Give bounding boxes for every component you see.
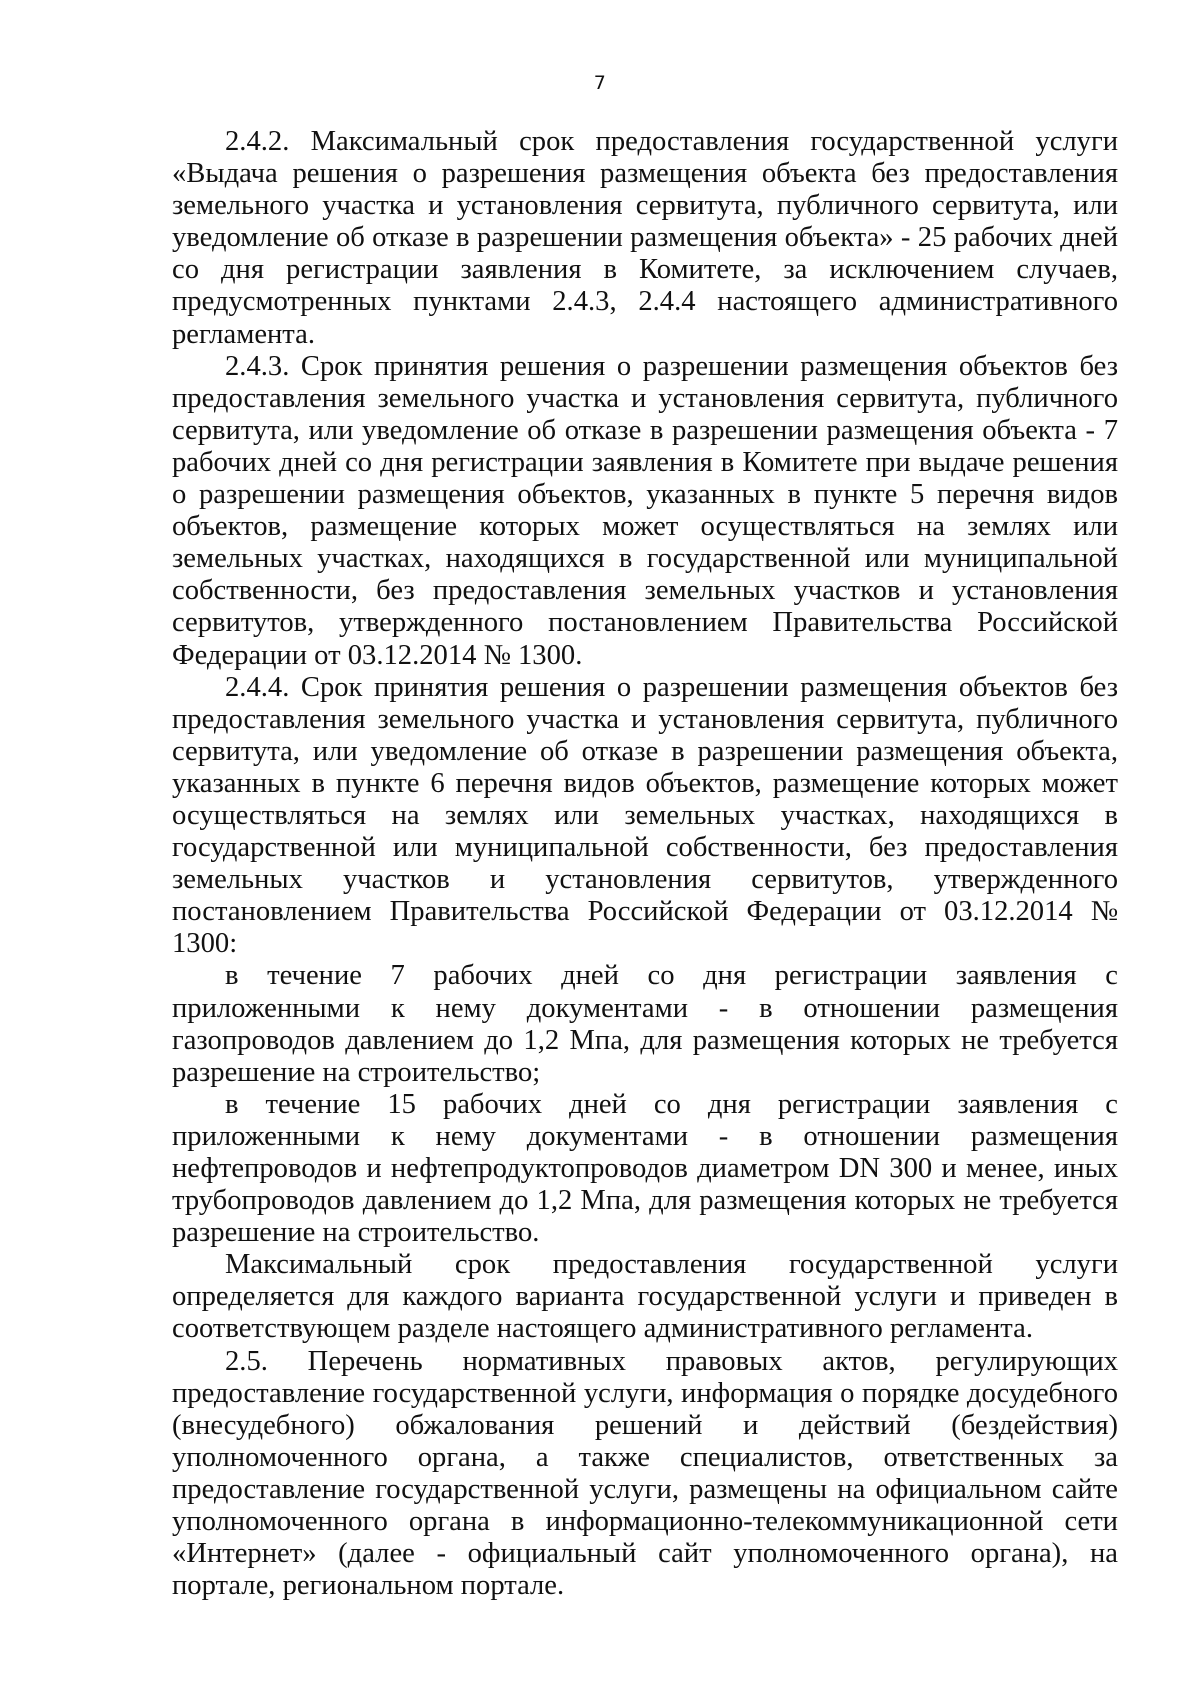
paragraph-2-4-3: 2.4.3. Срок принятия решения о разрешении размещения объектов без предоставления земельного участка и установления сервитута, публичного сервитута, или уведомление об отказе в разрешении размещения объекта - 7 рабочих дней со дня регистрации заявления в Комитете при выдаче решения о разрешении размещения объектов, указанных в пункте 5 перечня видов объектов, размещение которых может осуществляться на землях или земельных участках, находящихся в государственной или муниципальной собственности, без предоставления земельных участков и установления сервитутов, утвержденного постановлением Правительства Российской Федерации от 03.12.2014 № 1300. [172, 350, 1118, 671]
paragraph-2-4-4: 2.4.4. Срок принятия решения о разрешении размещения объектов без предоставления земельного участка и установления сервитута, публичного сервитута, или уведомление об отказе в разрешении размещения объекта, указанных в пункте 6 перечня видов объектов, размещение которых может осуществляться на землях или земельных участках, находящихся в государственной или муниципальной собственности, без предоставления земельных участков и установления сервитутов, утвержденного постановлением Правительства Российской Федерации от 03.12.2014 № 1300: [172, 671, 1118, 960]
paragraph-max-term: Максимальный срок предоставления государственной услуги определяется для каждого варианта государственной услуги и приведен в соответствующем разделе настоящего административного регламента. [172, 1249, 1118, 1345]
paragraph-2-5: 2.5. Перечень нормативных правовых актов, регулирующих предоставление государственной услуги, информация о порядке досудебного (внесудебного) обжалования решений и действий (бездействия) уполномоченного органа, а также специалистов, ответственных за предоставление государственной услуги, размещены на официальном сайте уполномоченного органа в информационно-телекоммуникационной сети «Интернет» (далее - официальный сайт уполномоченного органа), на портале, региональном портале. [172, 1345, 1118, 1602]
paragraph-15-days-term: в течение 15 рабочих дней со дня регистрации заявления с приложенными к нему документами - в отношении размещения нефтепроводов и нефтепродуктопроводов диаметром DN 300 и менее, иных трубопроводов давлением до 1,2 Мпа, для размещения которых не требуется разрешение на строительство. [172, 1088, 1118, 1249]
paragraph-2-4-2: 2.4.2. Максимальный срок предоставления государственной услуги «Выдача решения о разрешения размещения объекта без предоставления земельного участка и установления сервитута, публичного сервитута, или уведомление об отказе в разрешении размещения объекта» - 25 рабочих дней со дня регистрации заявления в Комитете, за исключением случаев, предусмотренных пунктами 2.4.3, 2.4.4 настоящего административного регламента. [172, 126, 1118, 350]
page-number: 7 [593, 72, 607, 94]
paragraph-7-days-term: в течение 7 рабочих дней со дня регистрации заявления с приложенными к нему документами - в отношении размещения газопроводов давлением до 1,2 Мпа, для размещения которых не требуется разрешение на строительство; [172, 960, 1118, 1088]
document-body [172, 126, 1118, 1602]
